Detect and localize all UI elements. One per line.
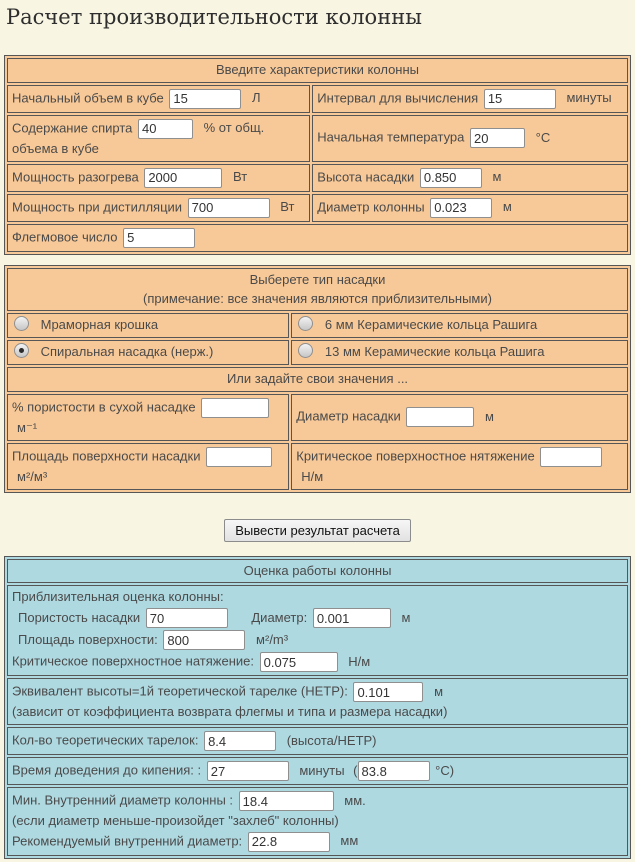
field-unit: м (502, 199, 512, 215)
field-cell (291, 394, 628, 441)
porosity-input[interactable] (201, 398, 269, 418)
table-row (7, 727, 628, 755)
alcohol-content-input[interactable] (138, 119, 193, 139)
radio-label: Мраморная крошка (40, 317, 159, 333)
result-diameter-input[interactable] (313, 608, 391, 628)
result-surface-input[interactable] (163, 630, 245, 650)
field-label: Пористость насадки (18, 609, 141, 625)
table-row (7, 164, 628, 192)
min-diameter-note: (если диаметр меньше-произойдет "захлеб" колонны) (12, 813, 339, 829)
field-label: Флегмовое число (12, 229, 118, 245)
result-porosity-input[interactable] (146, 608, 228, 628)
table-header-row (7, 367, 628, 392)
field-cell (7, 164, 310, 192)
table-header-row (7, 268, 628, 312)
field-unit: Н/м (301, 468, 324, 484)
table-row (7, 313, 628, 338)
boil-temp-group (353, 763, 454, 778)
min-diameter-input[interactable] (239, 791, 334, 811)
table-row (7, 115, 628, 162)
field-unit: °C) (435, 762, 455, 778)
packing-table (4, 265, 631, 493)
estimate-line (12, 607, 623, 651)
field-label: Площадь поверхности: (18, 631, 158, 647)
table-row (7, 757, 628, 785)
field-label: Высота насадки (317, 169, 415, 185)
field-unit: Л (252, 90, 261, 106)
estimate-title: Приблизительная оценка колонны: (12, 589, 224, 605)
boil-cell (7, 757, 628, 785)
field-unit: м (401, 609, 411, 625)
table-row (7, 340, 628, 365)
field-cell (7, 194, 310, 222)
radio-label: Спиральная насадка (нерж.) (40, 344, 214, 360)
button-row (4, 519, 631, 542)
table-header-row (7, 559, 628, 584)
field-cell (7, 115, 310, 162)
field-label: Критическое поверхностное натяжение: (12, 653, 254, 669)
radio-spiral-packing[interactable] (14, 343, 29, 358)
field-unit: м (485, 408, 494, 424)
field-label: Мощность при дистилляции (12, 199, 183, 215)
field-label: Площадь поверхности насадки (12, 448, 201, 464)
heating-power-input[interactable] (144, 168, 222, 188)
min-diameter-line (12, 790, 623, 812)
initial-volume-input[interactable] (169, 89, 241, 109)
min-diameter-cell (7, 787, 628, 856)
paren-open: ( (353, 762, 358, 778)
table-row (7, 85, 628, 113)
plates-input[interactable] (204, 731, 276, 751)
radio-label: 13 мм Керамические кольца Рашига (324, 344, 545, 360)
field-cell (291, 443, 628, 490)
field-label: Начальный объем в кубе (12, 90, 164, 106)
reflux-ratio-input[interactable] (123, 228, 195, 248)
radio-label: 6 мм Керамические кольца Рашига (324, 317, 538, 333)
plates-cell (7, 727, 628, 755)
field-label: Диаметр колонны (317, 199, 425, 215)
boil-time-input[interactable] (207, 761, 289, 781)
field-unit: Вт (232, 169, 248, 185)
table-header-row (7, 58, 628, 83)
table-row (7, 585, 628, 676)
field-unit: мм (340, 833, 359, 849)
hetp-note: (зависит от коэффициента возврата флегмы и типа и размера насадки) (12, 704, 448, 720)
field-unit: м (492, 169, 502, 185)
field-cell (7, 85, 310, 113)
field-label: % пористости в сухой насадке (12, 399, 196, 415)
diameter-group (251, 610, 410, 625)
radio-cell (291, 313, 628, 338)
characteristics-table (4, 55, 631, 255)
field-cell (7, 224, 628, 252)
table-row (7, 224, 628, 252)
field-cell (312, 115, 628, 162)
table-row (7, 787, 628, 856)
radio-raschig-6mm[interactable] (298, 316, 313, 331)
custom-values-header: Или задайте свои значения ... (7, 367, 628, 392)
field-label: Критическое поверхностное нятяжение (296, 448, 535, 464)
field-unit: минуты (566, 90, 612, 106)
hetp-line (12, 681, 623, 703)
packing-height-input[interactable] (420, 168, 482, 188)
field-unit: °C (535, 129, 551, 145)
radio-raschig-13mm[interactable] (298, 343, 313, 358)
surface-group (18, 632, 288, 647)
estimate-cell (7, 585, 628, 676)
distill-power-input[interactable] (188, 198, 270, 218)
field-unit: м²/m³ (256, 631, 289, 647)
hetp-cell (7, 678, 628, 725)
radio-cell (7, 313, 289, 338)
radio-marble-chips[interactable] (14, 316, 29, 331)
plates-note: (высота/HETP) (286, 732, 377, 748)
surface-tension-input[interactable] (540, 447, 602, 467)
boil-temp-input[interactable] (358, 761, 430, 781)
radio-cell (7, 340, 289, 365)
characteristics-header: Введите характеристики колонны (7, 58, 628, 83)
field-label: Время доведения до кипения: : (12, 762, 202, 778)
packing-diameter-input[interactable] (406, 407, 474, 427)
tension-line (12, 651, 623, 673)
packing-header (7, 268, 628, 312)
recommended-diameter-input[interactable] (248, 832, 330, 852)
field-unit: м²/м³ (17, 468, 48, 484)
field-cell (312, 164, 628, 192)
field-label: Рекомендуемый внутренний диаметр: (12, 833, 243, 849)
field-unit: % от общ. объема в кубе (12, 120, 265, 156)
field-label: Начальная температура (317, 129, 465, 145)
field-unit: Вт (280, 199, 295, 215)
interval-input[interactable] (484, 89, 556, 109)
table-row (7, 394, 628, 441)
field-label: Эквивалент высоты=1й теоретической тарелке (HETP): (12, 683, 348, 699)
result-tension-input[interactable] (260, 652, 338, 672)
field-label: Содержание спирта (12, 120, 133, 136)
field-unit: м (434, 683, 443, 699)
results-header: Оценка работы колонны (7, 559, 628, 584)
page-title: Расчет производительности колонны (6, 5, 422, 29)
field-unit: Н/м (348, 653, 371, 669)
field-cell (7, 394, 289, 441)
field-label: Мощность разогрева (12, 169, 139, 185)
field-label: Диаметр насадки (296, 408, 401, 424)
packing-header-note: (примечание: все значения являются приблизительными) (143, 290, 492, 306)
field-cell (312, 194, 628, 222)
field-unit: м⁻¹ (17, 419, 38, 435)
results-table (4, 556, 631, 859)
field-cell (312, 85, 628, 113)
porosity-group (18, 610, 233, 625)
table-row (7, 194, 628, 222)
field-cell (7, 443, 289, 490)
initial-temp-input[interactable] (470, 128, 525, 148)
hetp-input[interactable] (353, 682, 423, 702)
column-diameter-input[interactable] (430, 198, 492, 218)
field-unit: мм. (344, 792, 366, 808)
field-label: Диаметр: (251, 609, 308, 625)
field-label: Мин. Внутренний диаметр колонны : (12, 792, 234, 808)
calculate-button[interactable]: Вывести результат расчета (224, 519, 411, 542)
packing-header-title: Выберете тип насадки (249, 271, 386, 287)
table-row (7, 443, 628, 490)
field-label: Кол-во теоретических тарелок: (12, 732, 199, 748)
radio-cell (291, 340, 628, 365)
surface-area-input[interactable] (206, 447, 272, 467)
field-label: Интервал для вычисления (317, 90, 479, 106)
field-unit: минуты (299, 762, 345, 778)
table-row (7, 678, 628, 725)
recommended-diameter-line (12, 831, 623, 853)
